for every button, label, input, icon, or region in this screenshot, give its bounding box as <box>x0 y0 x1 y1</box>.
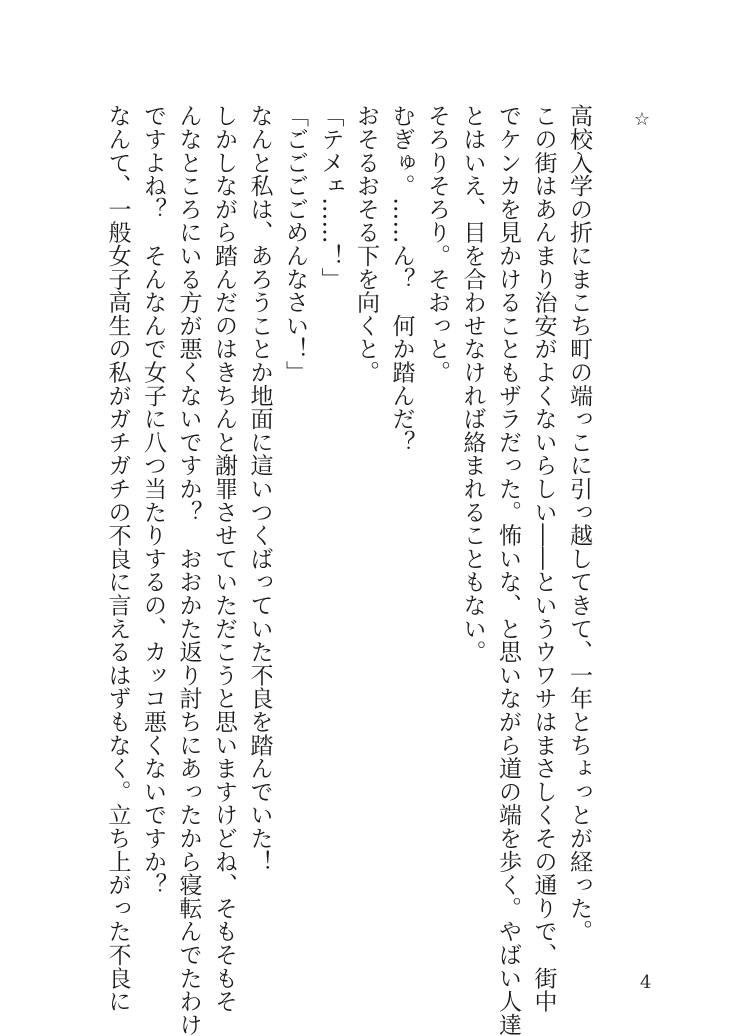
text-line: 高校入学の折にまこち町の端っこに引っ越してきて、一年とちょっとが経った。 <box>566 104 592 943</box>
text-line: おそるおそる下を向くと。 <box>353 104 379 384</box>
text-line: んなところにいる方が悪くないですか？ おおかた返り討ちにあったから寝転んでたわけ <box>175 104 202 1036</box>
text-line: そろりそろり。そおっと。 <box>424 104 450 384</box>
text-line: 「テメェ……！」 <box>317 104 344 291</box>
text-line: この街はあんまり治安がよくないらしい――というウワサはまさしくその通りで、街中 <box>530 104 557 1013</box>
text-line: でケンカを見かけることもザラだった。怖いな、と思いながら道の端を歩く。やばい人達 <box>495 104 521 1036</box>
text-line: むぎゅ。……ん？ 何か踏んだ？ <box>388 104 415 454</box>
text-line: しかしながら踏んだのはきちんと謝罪させていただこうと思いますけどね、そもそもそ <box>211 104 237 1013</box>
text-line: ですよね？ そんなんで女子に八つ当たりするの、カッコ悪くないですか？ <box>140 104 166 897</box>
page-number: 4 <box>640 972 652 993</box>
text-line: とはいえ、目を合わせなければ絡まれることもない。 <box>459 104 486 664</box>
text-line: 「ごごごごめんなさい！」 <box>282 104 308 384</box>
vertical-text-body <box>99 104 596 1036</box>
text-line: なんて、一般女子高生の私がガチガチの不良に言えるはずもなく。立ち上がった不良に <box>104 104 131 1013</box>
section-star-marker: ☆ <box>633 109 651 130</box>
text-line: なんと私は、あろうことか地面に這いつくばっていた不良を踏んでいた！ <box>246 104 273 873</box>
